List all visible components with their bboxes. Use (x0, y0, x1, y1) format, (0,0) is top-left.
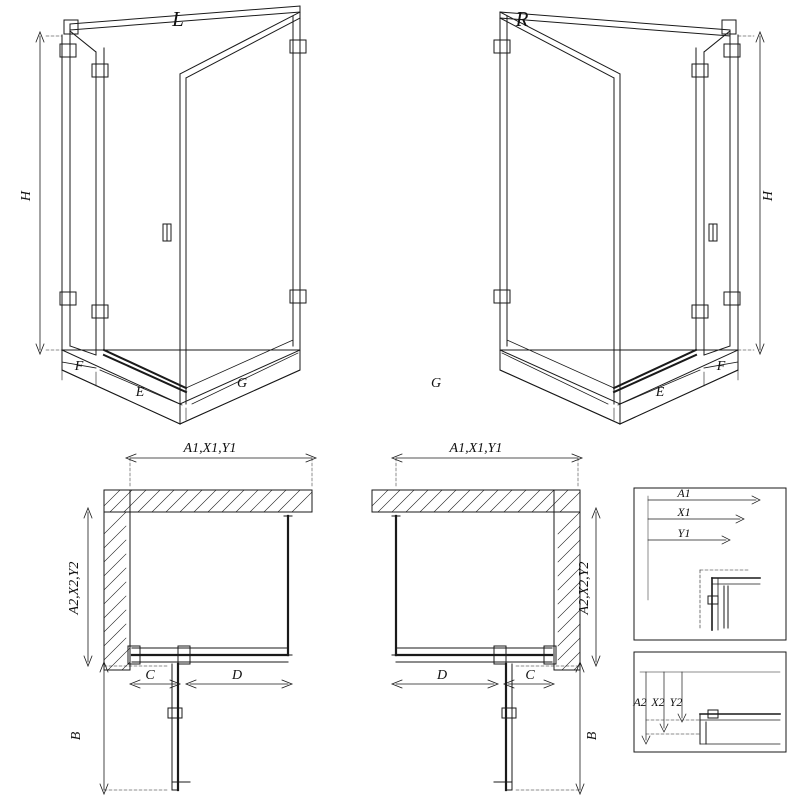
detail-top-view (634, 488, 786, 640)
label-right-height: H (761, 190, 776, 202)
detail-label-y2: Y2 (669, 695, 683, 709)
label-right-door-b: B (585, 731, 600, 741)
label-left-plan-side: A2,X2,Y2 (67, 561, 82, 615)
label-left-plan-top: A1,X1,Y1 (183, 441, 237, 456)
label-left-hand: L (172, 7, 184, 31)
label-right-plan-side: A2,X2,Y2 (577, 561, 592, 615)
label-left-e: E (135, 385, 145, 400)
label-left-f: F (74, 359, 84, 374)
label-right-f: F (716, 359, 726, 374)
drawing-labels (19, 7, 776, 740)
label-left-height: H (19, 190, 34, 202)
label-right-hand: R (515, 7, 529, 31)
label-right-g: G (430, 376, 442, 391)
left-plan-view (84, 454, 316, 794)
label-left-plan-d: D (231, 668, 243, 683)
label-left-door-b: B (69, 731, 84, 741)
label-right-plan-d: D (436, 668, 448, 683)
detail-label-a2: A2 (633, 695, 647, 709)
label-right-plan-c: C (525, 668, 535, 683)
detail-label-x2: X2 (651, 695, 665, 709)
label-left-plan-c: C (145, 668, 155, 683)
label-left-g: G (236, 376, 248, 391)
detail-label-y1: Y1 (677, 526, 691, 540)
label-right-plan-top: A1,X1,Y1 (449, 441, 503, 456)
label-right-e: E (655, 385, 665, 400)
right-plan-view (372, 454, 600, 794)
detail-label-x1: X1 (677, 505, 691, 519)
detail-label-a1: A1 (677, 486, 691, 500)
